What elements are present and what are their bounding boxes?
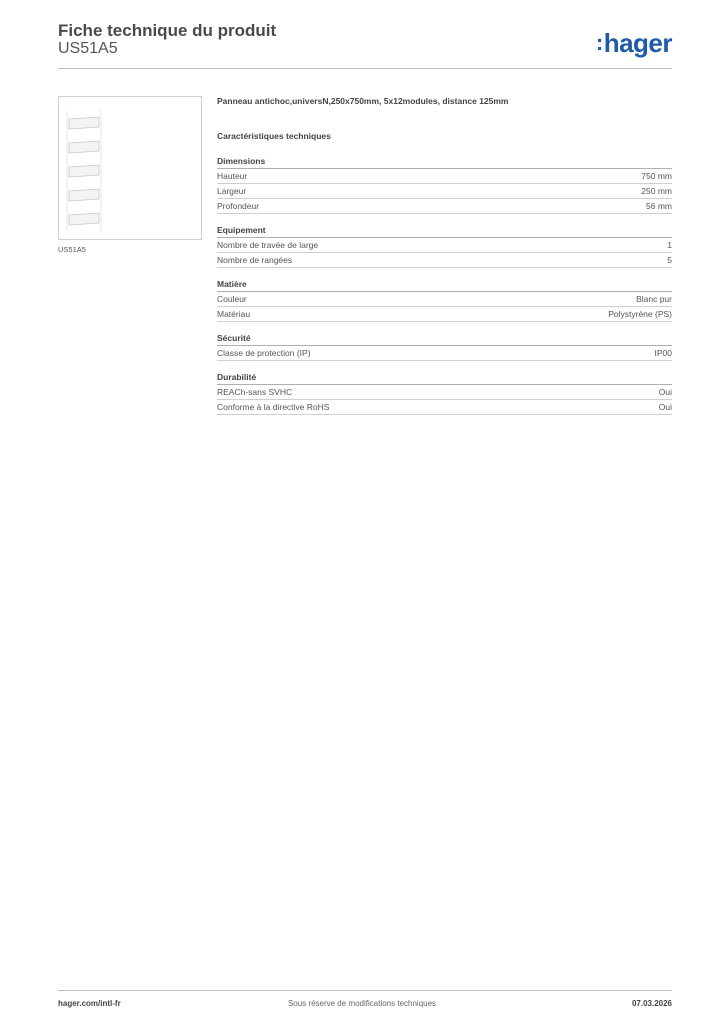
- spec-label: Matériau: [217, 309, 251, 319]
- footer-notice: Sous réserve de modifications techniques: [287, 999, 437, 1008]
- spec-label: Couleur: [217, 294, 247, 304]
- header-divider: [58, 68, 672, 69]
- spec-label: Classe de protection (IP): [217, 348, 311, 358]
- logo-text: hager: [603, 28, 672, 58]
- section-dimensions: [217, 155, 672, 214]
- spec-row: [217, 292, 672, 307]
- spec-label: Nombre de rangées: [217, 255, 293, 265]
- spec-value: 250 mm: [641, 186, 672, 196]
- section-title: Matière: [217, 278, 672, 292]
- spec-label: Hauteur: [217, 171, 248, 181]
- section-title: Durabilité: [217, 371, 672, 385]
- hager-logo: :hager: [595, 28, 672, 58]
- footer-divider: [58, 990, 672, 991]
- section-title: Dimensions: [217, 155, 672, 169]
- section-matiere: [217, 278, 672, 322]
- page-title: Fiche technique du produit: [58, 21, 277, 40]
- spec-row: [217, 199, 672, 214]
- spec-value: Oui: [658, 402, 672, 412]
- spec-label: Profondeur: [217, 201, 260, 211]
- spec-value: IP00: [654, 348, 672, 358]
- spec-row: [217, 346, 672, 361]
- section-equipement: [217, 224, 672, 268]
- spec-row: [217, 385, 672, 400]
- spec-row: [217, 238, 672, 253]
- product-code: US51A5: [58, 40, 118, 57]
- spec-content: [217, 96, 672, 415]
- spec-row: [217, 169, 672, 184]
- spec-value: 56 mm: [646, 201, 672, 211]
- product-image: [58, 96, 202, 240]
- spec-value: Oui: [658, 387, 672, 397]
- spec-row: [217, 253, 672, 268]
- spec-value: Blanc pur: [636, 294, 672, 304]
- footer-date: 07.03.2026: [631, 999, 672, 1008]
- section-title: Sécurité: [217, 332, 672, 346]
- characteristics-title: Caractéristiques techniques: [217, 131, 331, 141]
- panel-image: [59, 97, 201, 239]
- spec-value: Polystyrène (PS): [608, 309, 672, 319]
- spec-label: Largeur: [217, 186, 247, 196]
- section-title: Equipement: [217, 224, 672, 238]
- spec-row: [217, 184, 672, 199]
- spec-label: Nombre de travée de large: [217, 240, 319, 250]
- spec-value: 750 mm: [641, 171, 672, 181]
- section-durabilite: [217, 371, 672, 415]
- spec-value: 5: [667, 255, 672, 265]
- spec-label: REACh-sans SVHC: [217, 387, 293, 397]
- spec-row: [217, 307, 672, 322]
- spec-label: Conforme à la directive RoHS: [217, 402, 330, 412]
- spec-row: [217, 400, 672, 415]
- section-securite: [217, 332, 672, 361]
- spec-value: 1: [667, 240, 672, 250]
- image-caption: US51A5: [58, 245, 86, 254]
- product-description: Panneau antichoc,universN,250x750mm, 5x12modules, distance 125mm: [217, 96, 509, 106]
- footer-website-link[interactable]: hager.com/intl-fr: [58, 999, 121, 1008]
